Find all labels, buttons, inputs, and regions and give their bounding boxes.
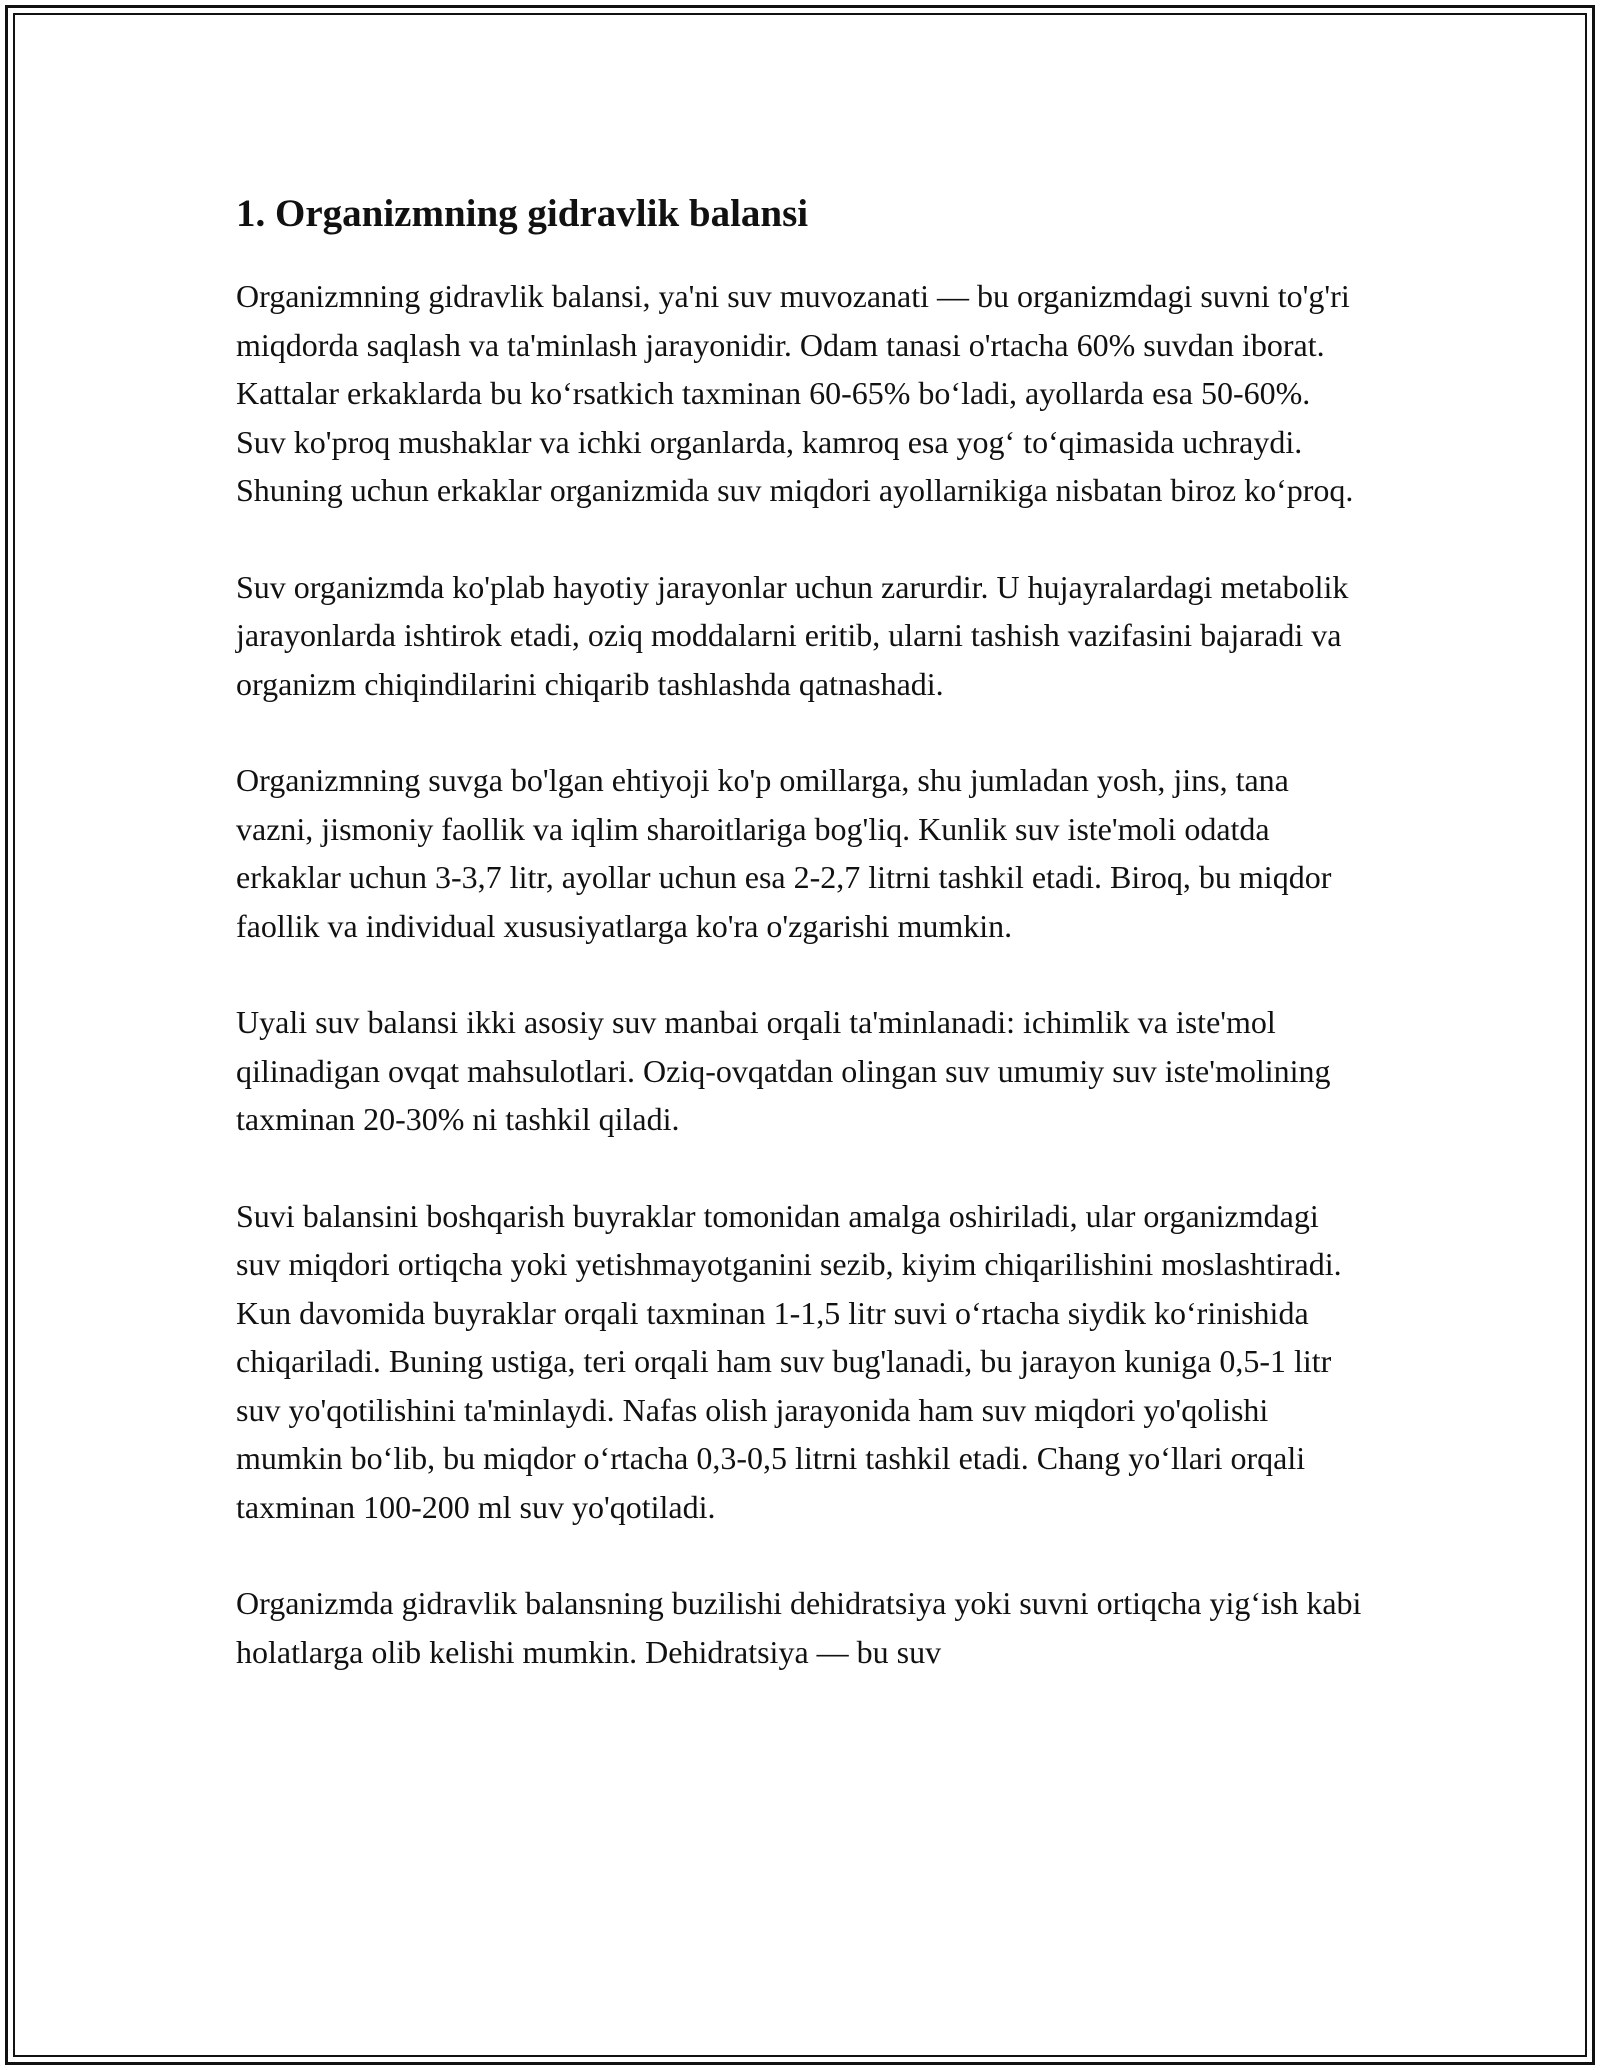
- paragraph-6: Organizmda gidravlik balansning buzilishi dehidratsiya yoki suvni ortiqcha yig‘ish kabi holatlarga olib kelishi mumkin. Dehidratsiya — bu suv: [236, 1585, 1362, 1670]
- paragraph-1: Organizmning gidravlik balansi, ya'ni suv muvozanati — bu organizmdagi suvni to'g'ri miqdorda saqlash va ta'minlash jarayonidir. Odam tanasi o'rtacha 60% suvdan iborat. Kattalar erkaklarda bu ko‘rsatkich taxminan 60-65% bo‘ladi, ayollarda esa 50-60%. Suv ko'proq mushaklar va ichki organlarda, kamroq esa yog‘ to‘qimasida uchraydi. Shuning uchun erkaklar organizmida suv miqdori ayollarnikiga nisbatan biroz ko‘proq.: [236, 278, 1354, 508]
- paragraph-4: Uyali suv balansi ikki asosiy suv manbai orqali ta'minlanadi: ichimlik va iste'mol qilinadigan ovqat mahsulotlari. Oziq-ovqatdan olingan suv umumiy suv iste'molining taxminan 20-30% ni tashkil qiladi.: [236, 1004, 1331, 1137]
- document-body: [236, 186, 1366, 1724]
- paragraph-2: Suv organizmda ko'plab hayotiy jarayonlar uchun zarurdir. U hujayralardagi metabolik jarayonlarda ishtirok etadi, oziq moddalarni eritib, ularni tashish vazifasini bajaradi va organizm chiqindilarini chiqarib tashlashda qatnashadi.: [236, 568, 1349, 702]
- section-title: 1. Organizmning gidravlik balansi: [236, 192, 809, 235]
- paragraph-3: Organizmning suvga bo'lgan ehtiyoji ko'p omillarga, shu jumladan yosh, jins, tana vazni, jismoniy faollik va iqlim sharoitlariga bog'liq. Kunlik suv iste'moli odatda erkaklar uchun 3-3,7 litr, ayollar uchun esa 2-2,7 litrni tashkil etadi. Biroq, bu miqdor faollik va individual xususiyatlarga ko'ra o'zgarishi mumkin.: [236, 762, 1332, 944]
- paragraph-5: Suvi balansini boshqarish buyraklar tomonidan amalga oshiriladi, ular organizmdagi suv miqdori ortiqcha yoki yetishmayotganini sezib, kiyim chiqarilishini moslashtiradi. Kun davomida buyraklar orqali taxminan 1-1,5 litr suvi o‘rtacha siydik ko‘rinishida chiqariladi. Buning ustiga, teri orqali ham suv bug'lanadi, bu jarayon kuniga 0,5-1 litr suv yo'qotilishini ta'minlaydi. Nafas olish jarayonida ham suv miqdori yo'qolishi mumkin bo‘lib, bu miqdor o‘rtacha 0,3-0,5 litrni tashkil etadi. Chang yo‘llari orqali taxminan 100-200 ml suv yo'qotiladi.: [236, 1197, 1342, 1525]
